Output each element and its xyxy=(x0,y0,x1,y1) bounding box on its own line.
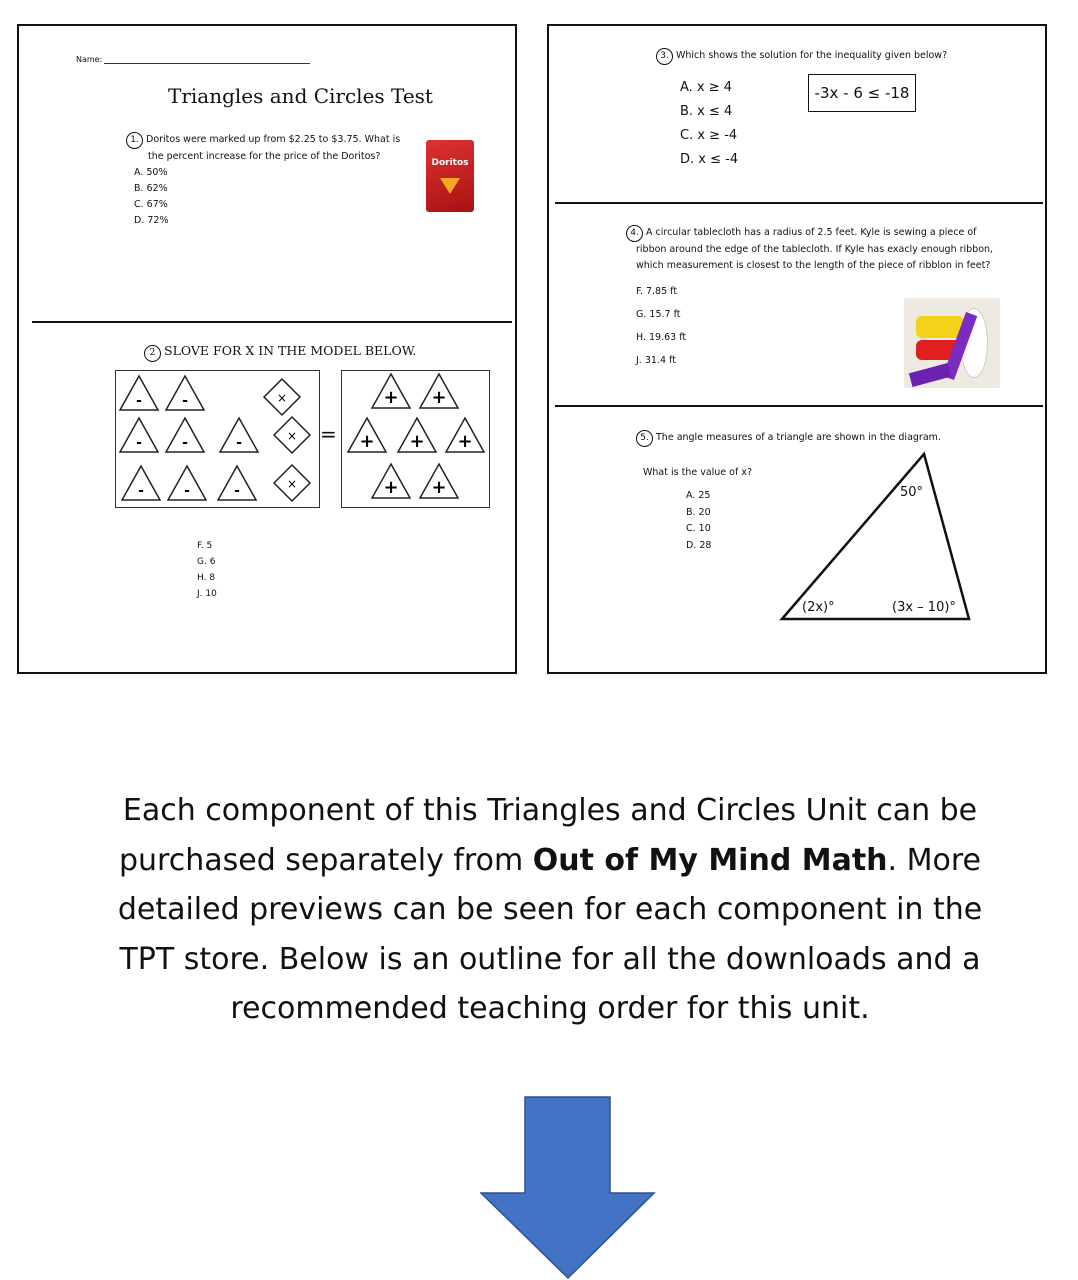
question-text: Doritos were marked up from $2.25 to $3.75. What is xyxy=(146,134,401,145)
choice: F. 7.85 ft xyxy=(636,286,678,297)
unit-description xyxy=(60,786,1040,1034)
doritos-logo-text: Doritos xyxy=(431,158,469,168)
name-label: Name: xyxy=(76,55,103,64)
negative-tile xyxy=(118,416,160,458)
choice: C. 67% xyxy=(134,198,168,210)
question-4-choices xyxy=(636,280,686,372)
name-line xyxy=(104,63,310,64)
svg-text:-: - xyxy=(136,393,142,409)
ribbon-image xyxy=(904,298,1000,388)
angle-right-label: (3x – 10)° xyxy=(892,600,956,615)
question-5-choices xyxy=(686,488,711,554)
question-number: 1. xyxy=(126,132,143,149)
question-text: The angle measures of a triangle are shown in the diagram. xyxy=(656,432,941,443)
negative-tile xyxy=(216,464,258,506)
choice: H. 19.63 ft xyxy=(636,332,687,343)
question-1 xyxy=(126,132,400,229)
svg-text:-: - xyxy=(182,435,188,451)
svg-text:+: + xyxy=(359,431,375,452)
svg-text:-: - xyxy=(138,483,144,499)
svg-text:-: - xyxy=(234,483,240,499)
description-line: detailed previews can be seen for each component in the xyxy=(117,892,983,927)
svg-text:+: + xyxy=(457,431,473,452)
positive-tile xyxy=(370,372,412,414)
choice: A. x ≥ 4 xyxy=(680,80,733,95)
question-text: which measurement is closest to the length of the piece of ribblon in feet? xyxy=(636,259,991,271)
svg-text:+: + xyxy=(431,477,447,498)
description-line: TPT store. Below is an outline for all the downloads and a xyxy=(119,941,981,977)
choice: H. 8 xyxy=(197,573,216,583)
choice: C. x ≥ -4 xyxy=(680,128,738,143)
question-text: SLOVE FOR X IN THE MODEL BELOW. xyxy=(164,343,417,358)
negative-tile xyxy=(120,464,162,506)
question-4 xyxy=(626,225,993,273)
question-2-choices xyxy=(197,538,217,602)
negative-tile xyxy=(164,416,206,458)
question-5 xyxy=(636,430,941,447)
x-tile-diamond xyxy=(272,463,312,507)
negative-tile xyxy=(218,416,260,458)
svg-text:+: + xyxy=(409,431,425,452)
choice: B. 20 xyxy=(686,506,711,518)
description-line: recommended teaching order for this unit. xyxy=(230,991,870,1026)
svg-text:×: × xyxy=(286,429,298,443)
choice: D. 28 xyxy=(686,539,712,551)
choice: B. x ≤ 4 xyxy=(680,104,733,119)
svg-text:-: - xyxy=(136,435,142,451)
choice: C. 10 xyxy=(686,523,711,534)
question-number: 5. xyxy=(636,430,653,447)
question-text: the percent increase for the price of the Doritos? xyxy=(148,151,381,162)
down-arrow-icon xyxy=(480,1096,656,1280)
svg-text:+: + xyxy=(431,387,447,408)
svg-text:×: × xyxy=(276,391,288,405)
positive-tile xyxy=(418,372,460,414)
choice: F. 5 xyxy=(197,541,213,551)
choice: A. 50% xyxy=(134,166,168,178)
doritos-image xyxy=(426,140,474,212)
positive-tile xyxy=(444,416,486,458)
text: purchased separately from xyxy=(119,842,533,878)
divider xyxy=(555,202,1043,204)
choice: J. 10 xyxy=(197,589,217,599)
svg-text:+: + xyxy=(383,387,399,408)
question-5-prompt: What is the value of x? xyxy=(643,467,753,478)
equals-sign: = xyxy=(320,422,337,446)
question-number: 4. xyxy=(626,225,643,242)
question-3 xyxy=(656,48,947,65)
inequality-box: -3x - 6 ≤ -18 xyxy=(808,74,916,112)
question-text: A circular tablecloth has a radius of 2.5 feet. Kyle is sewing a piece of xyxy=(646,227,977,238)
choice: A. 25 xyxy=(686,490,711,501)
svg-text:×: × xyxy=(286,477,298,491)
question-number: 2 xyxy=(144,345,161,362)
question-text: Which shows the solution for the inequality given below? xyxy=(676,50,948,61)
store-name: Out of My Mind Math xyxy=(532,842,888,878)
choice: D. 72% xyxy=(134,214,169,226)
choice: G. 6 xyxy=(197,557,216,567)
choice: D. x ≤ -4 xyxy=(680,152,739,167)
positive-tile xyxy=(396,416,438,458)
choice: J. 31.4 ft xyxy=(636,355,676,366)
svg-text:-: - xyxy=(184,483,190,499)
question-3-choices xyxy=(680,76,738,172)
positive-tile xyxy=(370,462,412,504)
angle-top-label: 50° xyxy=(900,485,924,500)
x-tile-diamond xyxy=(272,415,312,459)
choice: G. 15.7 ft xyxy=(636,309,681,320)
divider xyxy=(555,405,1043,407)
angle-left-label: (2x)° xyxy=(802,600,835,615)
description-line: Each component of this Triangles and Circles Unit can be xyxy=(122,793,978,828)
negative-tile xyxy=(118,374,160,416)
svg-text:-: - xyxy=(182,393,188,409)
choice: B. 62% xyxy=(134,182,168,194)
question-number: 3. xyxy=(656,48,673,65)
text: . More xyxy=(887,842,981,878)
question-2-title xyxy=(144,343,416,362)
positive-tile xyxy=(346,416,388,458)
svg-text:-: - xyxy=(236,435,242,451)
positive-tile xyxy=(418,462,460,504)
description-line xyxy=(60,836,1040,886)
divider xyxy=(32,321,512,323)
test-title: Triangles and Circles Test xyxy=(168,84,433,108)
question-text: ribbon around the edge of the tablecloth. If Kyle has exacly enough ribbon, xyxy=(636,244,994,255)
svg-text:+: + xyxy=(383,477,399,498)
negative-tile xyxy=(164,374,206,416)
triangle-diagram xyxy=(775,450,975,625)
negative-tile xyxy=(166,464,208,506)
